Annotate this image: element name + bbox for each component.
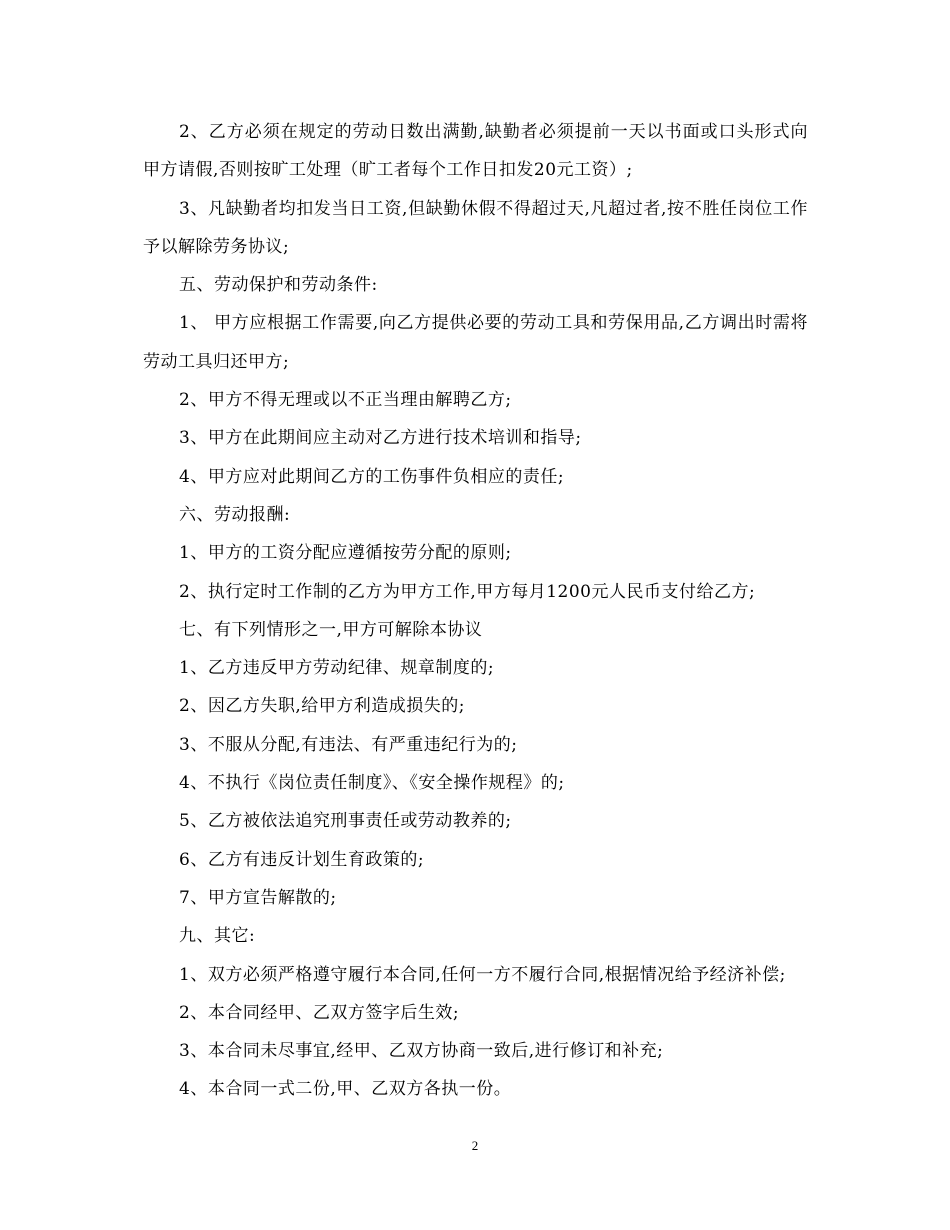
paragraph: 1、甲方的工资分配应遵循按劳分配的原则; [179, 543, 512, 564]
paragraph: 3、甲方在此期间应主动对乙方进行技术培训和指导; [179, 428, 582, 449]
paragraph: 6、乙方有违反计划生育政策的; [179, 849, 425, 870]
paragraph: 1、 甲方应根据工作需要,向乙方提供必要的劳动工具和劳保用品,乙方调出时需将劳动工具归还甲方; [143, 313, 808, 372]
paragraph: 1、双方必须严格遵守履行本合同,任何一方不履行合同,根据情况给予经济补偿; [179, 964, 786, 985]
section-heading: 五、劳动保护和劳动条件: [179, 275, 378, 296]
paragraph: 2、本合同经甲、乙双方签字后生效; [179, 1002, 460, 1023]
paragraph: 2、因乙方失职,给甲方利造成损失的; [179, 696, 465, 717]
section-heading: 九、其它: [179, 926, 256, 947]
paragraph: 3、本合同未尽事宜,经甲、乙双方协商一致后,进行修订和补充; [179, 1041, 664, 1062]
paragraph: 4、甲方应对此期间乙方的工伤事件负相应的责任; [179, 466, 565, 487]
paragraph: 4、不执行《岗位责任制度》、《安全操作规程》的; [179, 773, 565, 794]
paragraph: 2、甲方不得无理或以不正当理由解聘乙方; [179, 390, 512, 411]
paragraph: 7、甲方宣告解散的; [179, 887, 337, 908]
section-heading: 七、有下列情形之一,甲方可解除本协议 [179, 619, 483, 640]
paragraph: 2、乙方必须在规定的劳动日数出满勤,缺勤者必须提前一天以书面或口头形式向甲方请假,否则按旷工处理（旷工者每个工作日扣发20元工资）; [143, 122, 808, 181]
paragraph: 2、执行定时工作制的乙方为甲方工作,甲方每月1200元人民币支付给乙方; [179, 581, 756, 602]
paragraph: 1、乙方违反甲方劳动纪律、规章制度的; [179, 658, 495, 679]
paragraph: 5、乙方被依法追究刑事责任或劳动教养的; [179, 811, 512, 832]
paragraph: 4、本合同一式二份,甲、乙双方各执一份。 [179, 1079, 512, 1100]
page-number: 2 [471, 1138, 479, 1153]
paragraph: 3、不服从分配,有违法、有严重违纪行为的; [179, 734, 518, 755]
paragraph: 3、凡缺勤者均扣发当日工资,但缺勤休假不得超过天,凡超过者,按不胜任岗位工作予以解除劳务协议; [143, 198, 808, 257]
document-body [143, 113, 808, 1109]
section-heading: 六、劳动报酬: [179, 504, 291, 525]
